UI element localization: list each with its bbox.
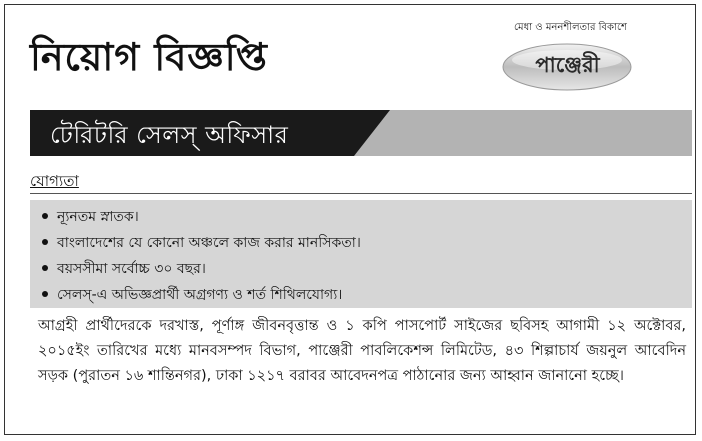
- logo-text: পাঞ্জেরী: [535, 52, 600, 77]
- qualification-text: সেলস্-এ অভিজ্ঞপ্রার্থী অগ্রগণ্য ও শর্ত শিথিলযোগ্য।: [57, 287, 343, 303]
- bullet-icon: [42, 265, 48, 271]
- qualification-text: বয়সসীমা সর্বোচ্চ ৩০ বছর।: [57, 261, 206, 277]
- brand-logo: [500, 40, 635, 92]
- list-item: [42, 230, 361, 256]
- divider: [30, 193, 692, 194]
- ad-heading: নিয়োগ বিজ্ঞপ্তি: [30, 35, 268, 79]
- brand-tagline: মেধা ও মননশীলতার বিকাশে: [514, 22, 627, 33]
- list-item: [42, 256, 361, 282]
- position-title: টেরিটরি সেলস্ অফিসার: [50, 121, 289, 149]
- qualification-label: যোগ্যতা: [30, 172, 79, 190]
- bullet-icon: [42, 213, 48, 219]
- list-item: [42, 282, 361, 308]
- qualification-text: ন্যূনতম স্নাতক।: [57, 209, 139, 225]
- bullet-icon: [42, 239, 48, 245]
- bullet-icon: [42, 291, 48, 297]
- list-item: [42, 204, 361, 230]
- qualification-text: বাংলাদেশের যে কোনো অঞ্চলে কাজ করার মানসিকতা।: [57, 235, 361, 251]
- application-instructions: আগ্রহী প্রার্থীদেরকে দরখাস্ত, পূর্ণাঙ্গ জীবনবৃত্তান্ত ও ১ কপি পাসপোর্ট সাইজের ছবিসহ আগামী ১২ অক্টোবর, ২০১৫ইং তারিখের মধ্যে মানবসম্পদ বিভাগ, পাঞ্জেরী পাবলিকেশন্স লিমিটেড, ৪৩ শিল্পাচার্য জয়নুল আবেদিন সড়ক (পুরাতন ১৬ শান্তিনগর), ঢাকা ১২১৭ বরাবর আবেদনপত্র পাঠানোর জন্য আহ্বান জানানো হচ্ছে।: [38, 318, 686, 384]
- qualification-list: [42, 204, 361, 308]
